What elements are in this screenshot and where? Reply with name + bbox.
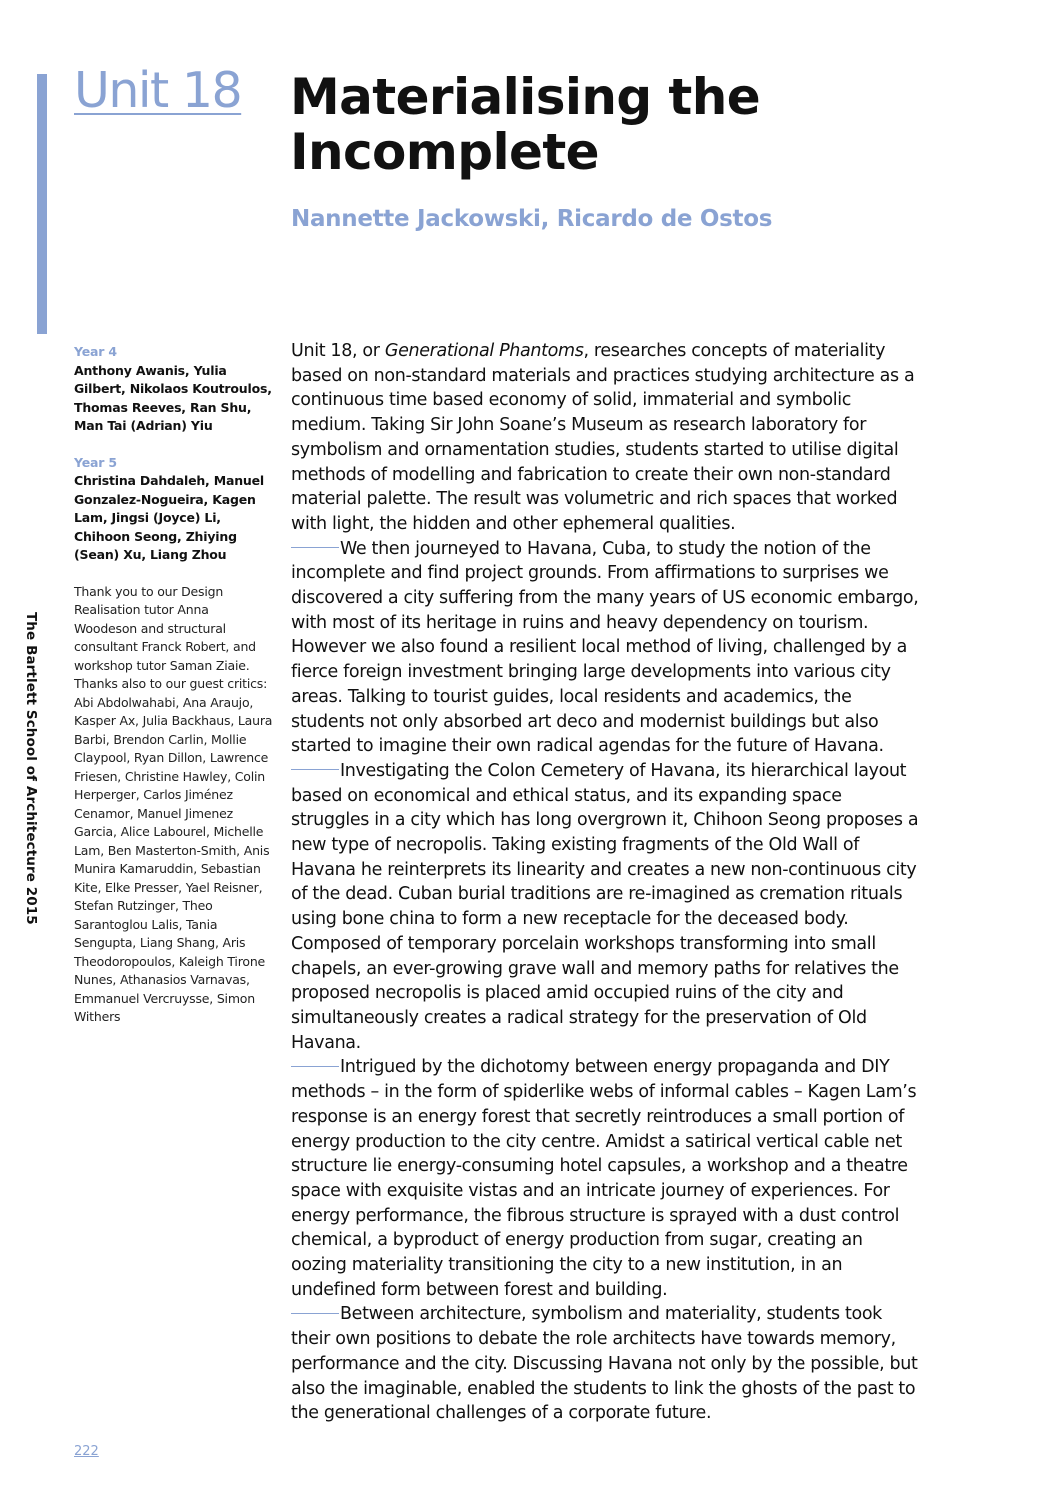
- page-title: Materialising the Incomplete: [290, 68, 761, 181]
- unit-subtitle-italic: Generational Phantoms: [384, 341, 584, 361]
- unit-label: Unit 18: [74, 62, 242, 119]
- vertical-publication-label: The Bartlett School of Architecture 2015: [23, 612, 39, 925]
- paragraph-5: [291, 1302, 921, 1426]
- indent-dash: [291, 547, 339, 548]
- paragraph-4: [291, 1055, 921, 1302]
- paragraph-3-text: Investigating the Colon Cemetery of Havana, its hierarchical layout based on economical and ethical status, and its expanding space struggles in a city which has long overgrown it, Chihoon Seong proposes a new type of necropolis. Taking existing fragments of the Old Wall of Havana he reinterprets its linearity and creates a new non-continuous city of the dead. Cuban burial traditions are re-imagined as cremation rituals using bone china to form a new receptacle for the deceased body. Composed of temporary porcelain workshops transforming into small chapels, an ever-growing grave wall and memory paths for relatives the proposed necropolis is placed amid occupied ruins of the city and simultaneously creates a radical strategy for the preservation of Old Havana.: [291, 760, 919, 1053]
- paragraph-5-text: Between architecture, symbolism and materiality, students took their own positions to debate the role architects have towards memory, performance and the city. Discussing Havana not only by the possible, but also the imaginable, enabled the students to link the ghosts of the past to the generational challenges of a corporate future.: [291, 1304, 918, 1424]
- sidebar: [74, 343, 274, 1027]
- paragraph-1: [291, 339, 921, 537]
- paragraph-1-prefix: Unit 18, or: [291, 341, 385, 361]
- authors: Nannette Jackowski, Ricardo de Ostos: [291, 206, 773, 232]
- indent-dash: [291, 1066, 339, 1067]
- year5-label: Year 5: [74, 454, 117, 470]
- year4-students: Anthony Awanis, Yulia Gilbert, Nikolaos Koutroulos, Thomas Reeves, Ran Shu, Man Tai (Adrian) Yiu: [74, 362, 272, 433]
- accent-bar: [37, 74, 47, 334]
- year5-students: Christina Dahdaleh, Manuel Gonzalez-Nogueira, Kagen Lam, Jingsi (Joyce) Li, Chihoon Seong, Zhiying (Sean) Xu, Liang Zhou: [74, 473, 264, 562]
- page-number[interactable]: 222: [74, 1444, 99, 1459]
- paragraph-1-text: , researches concepts of materiality based on non-standard materials and practices studying architecture as a continuous time based economy of solid, immaterial and symbolic medium. Taking Sir John Soane’s Museum as research laboratory for symbolism and ornamentation studies, students started to utilise digital methods of modelling and fabrication to create their own non-standard material palette. The result was volumetric and rich spaces that worked with light, the hidden and other ephemeral qualities.: [291, 341, 915, 534]
- paragraph-4-text: Intrigued by the dichotomy between energy propaganda and DIY methods – in the form of spiderlike webs of informal cables – Kagen Lam’s response is an energy forest that secretly reintroduces a small portion of energy production to the city centre. Amidst a satirical vertical cable net structure lie energy-consuming hotel capsules, a workshop and a theatre space with exquisite vistas and an intricate journey of experiences. For energy performance, the fibrous structure is sprayed with a dust control chemical, a byproduct of energy production from sugar, creating an oozing materiality transitioning the city to a new institution, in an undefined form between forest and building.: [291, 1057, 917, 1300]
- indent-dash: [291, 1313, 339, 1314]
- indent-dash: [291, 769, 339, 770]
- acknowledgements: Thank you to our Design Realisation tutor Anna Woodeson and structural consultant Franck Robert, and workshop tutor Saman Ziaie. Thanks also to our guest critics: Abi Abdolwahabi, Ana Araujo, Kasper Ax, Julia Backhaus, Laura Barbi, Brendon Carlin, Mollie Claypool, Ryan Dillon, Lawrence Friesen, Christine Hawley, Colin Herperger, Carlos Jiménez Cenamor, Manuel Jimenez Garcia, Alice Labourel, Michelle Lam, Ben Masterton-Smith, Anis Munira Kamaruddin, Sebastian Kite, Elke Presser, Yael Reisner, Stefan Rutzinger, Theo Sarantoglou Lalis, Tania Sengupta, Liang Shang, Aris Theodoropoulos, Kaleigh Tirone Nunes, Athanasios Varnavas, Emmanuel Vercruysse, Simon Withers: [74, 583, 273, 1024]
- paragraph-3: [291, 759, 921, 1055]
- paragraph-2: [291, 537, 921, 759]
- year4-label: Year 4: [74, 344, 117, 359]
- body-text: [291, 339, 921, 1426]
- paragraph-2-text: We then journeyed to Havana, Cuba, to study the notion of the incomplete and find project grounds. From affirmations to surprises we discovered a city suffering from the many years of US economic embargo, with most of its heritage in ruins and heavy dependency on tourism. However we also found a resilient local method of living, challenged by a fierce foreign investment bringing large developments into various city areas. Talking to tourist guides, local residents and academics, the students not only absorbed art deco and modernist buildings but also started to imagine their own radical agendas for the future of Havana.: [291, 538, 919, 757]
